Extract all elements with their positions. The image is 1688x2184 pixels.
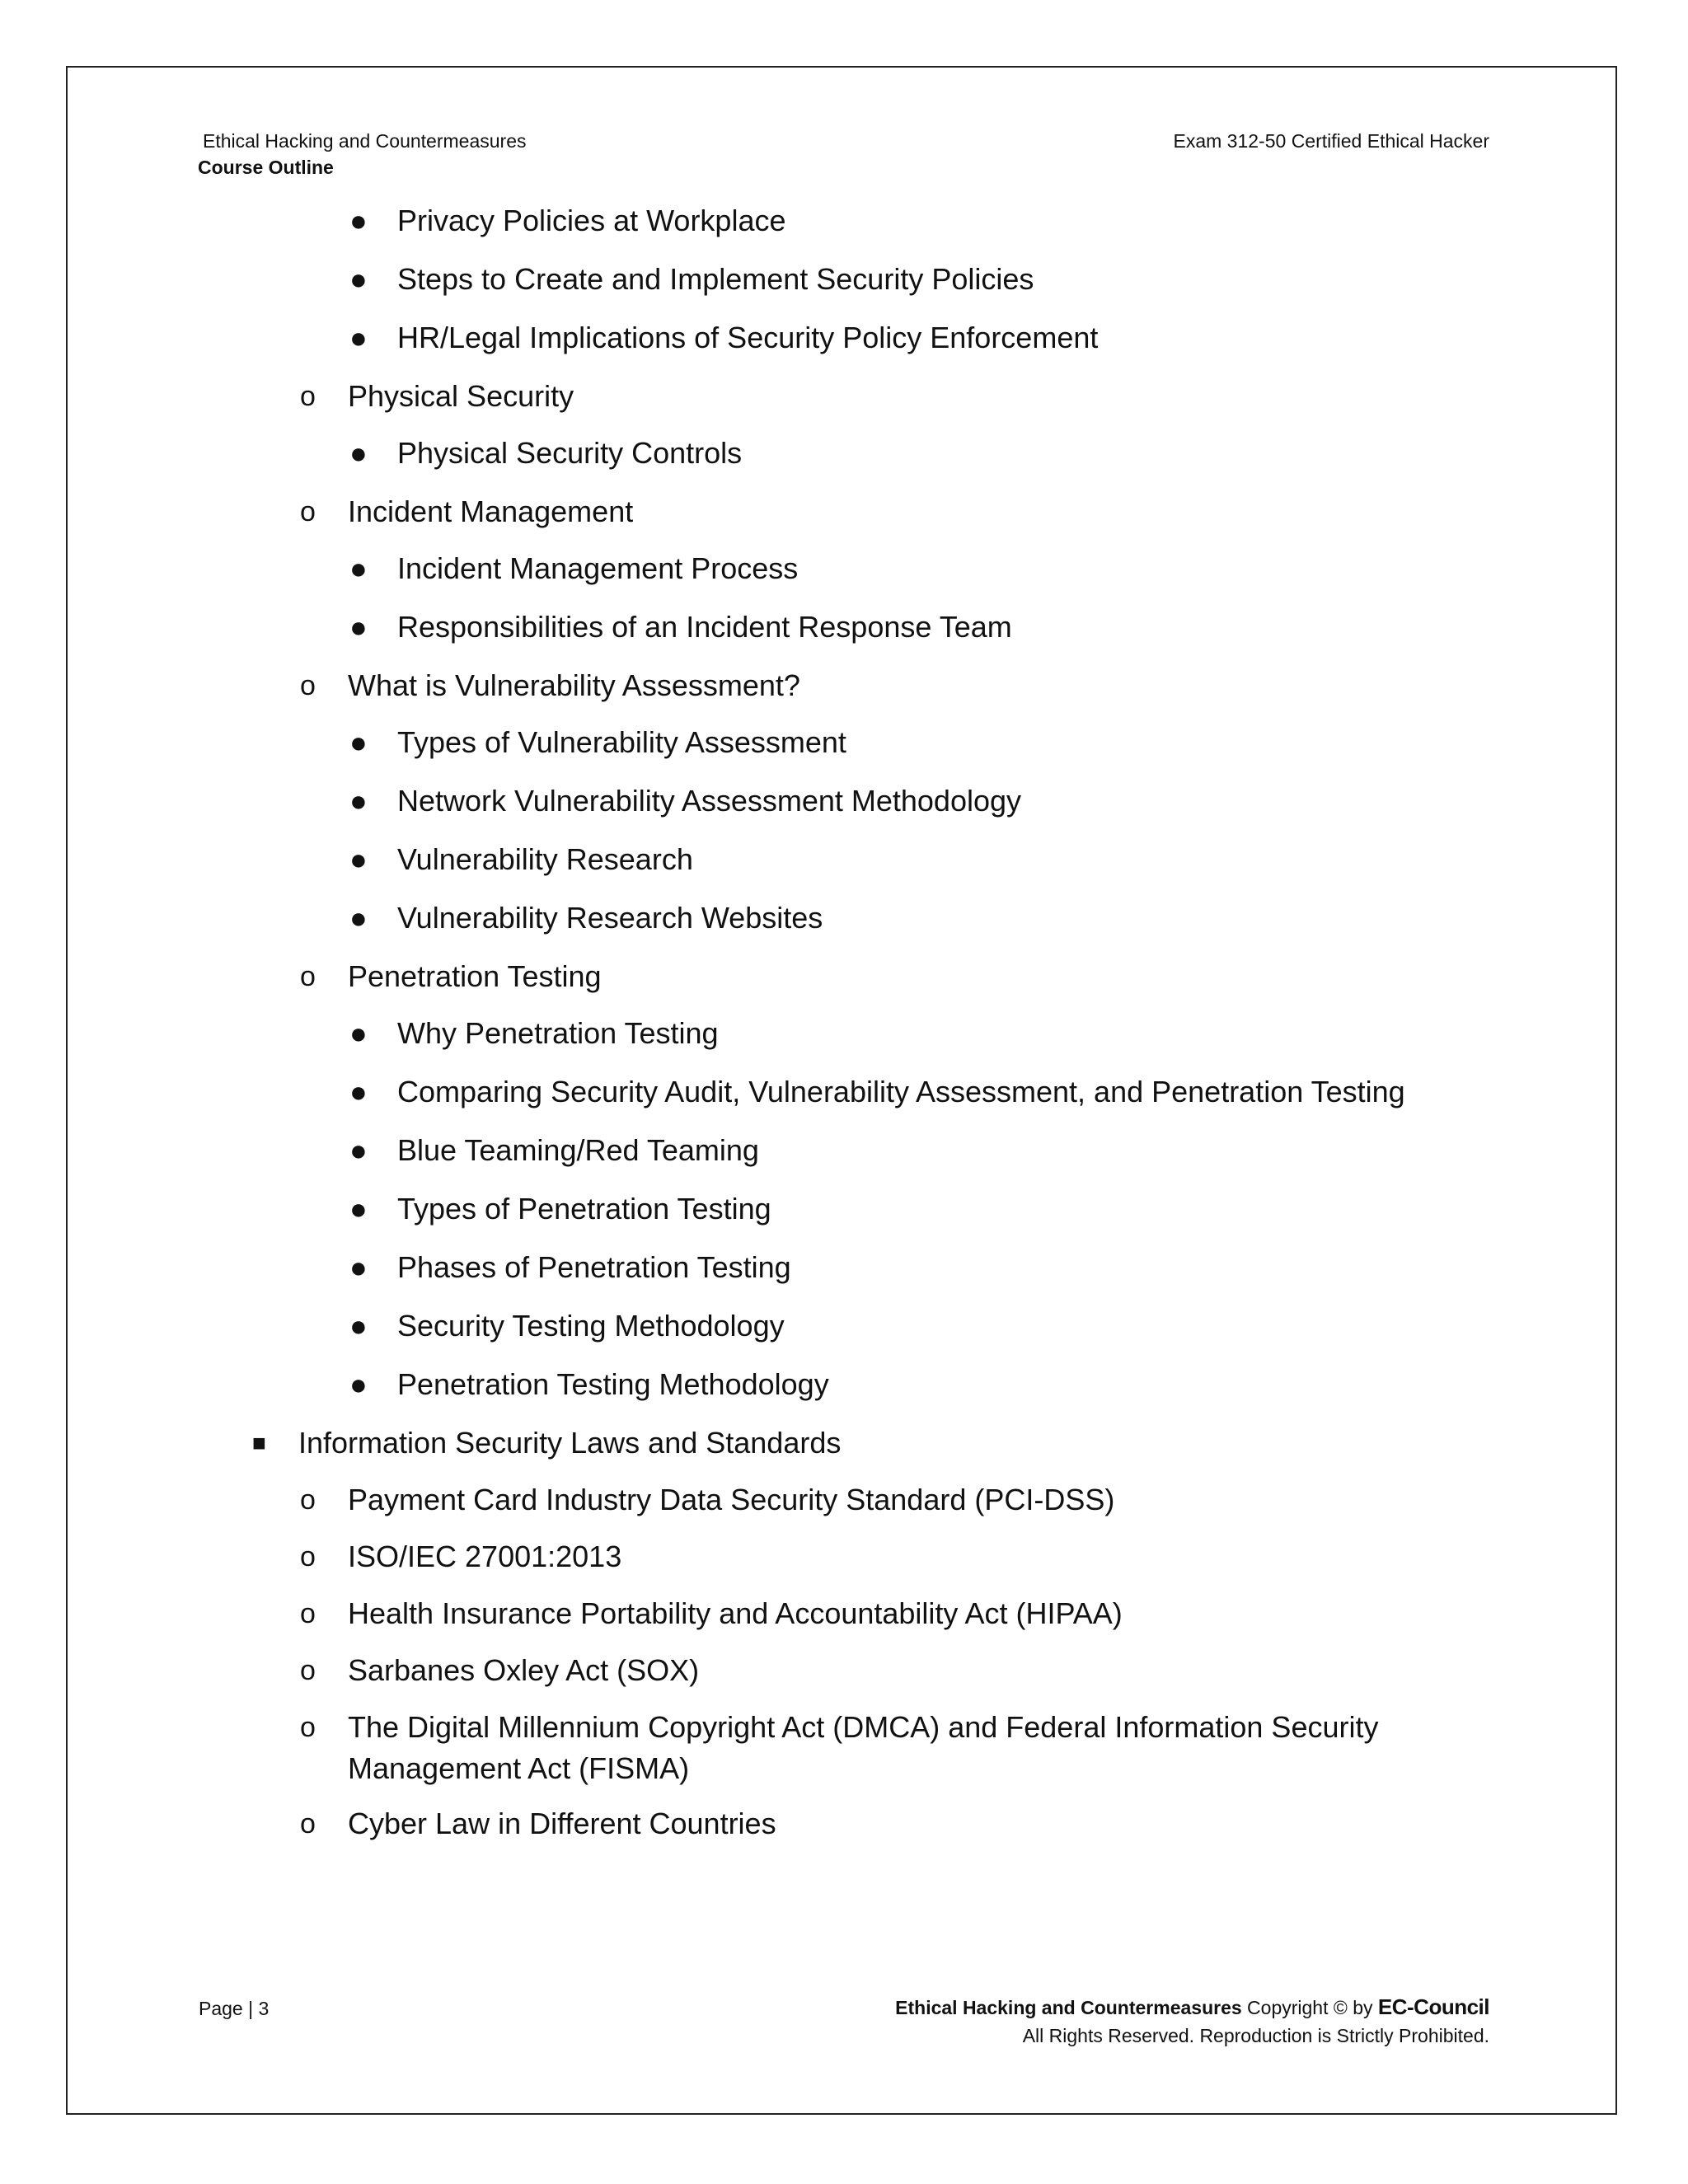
bullet-bullet-icon: ●: [349, 725, 368, 759]
outline-item-text: Phases of Penetration Testing: [397, 1250, 791, 1284]
outline-item-text: Comparing Security Audit, Vulnerability Assessment, and Penetration Testing: [397, 1075, 1405, 1108]
bullet-bullet-icon: ●: [349, 321, 368, 354]
outline-item-text: Vulnerability Research: [397, 842, 693, 876]
outline-item-text: Vulnerability Research Websites: [397, 901, 823, 935]
bullet-bullet-icon: ●: [349, 1250, 368, 1284]
outline-item-text: Blue Teaming/Red Teaming: [397, 1133, 759, 1167]
circle-bullet-icon: o: [300, 1541, 316, 1572]
header-section-title: Course Outline: [198, 157, 334, 178]
square-bullet-icon: ■: [252, 1430, 266, 1455]
outline-item-text: Incident Management: [348, 494, 634, 528]
ec-council-logo-text: EC-Council: [1377, 1994, 1489, 2019]
outline-item-text: Types of Vulnerability Assessment: [397, 725, 846, 759]
outline-item-text: Physical Security Controls: [397, 436, 743, 470]
outline-item-text: The Digital Millennium Copyright Act (DMCA) and Federal Information Security Management Act (FISMA): [348, 1710, 1379, 1785]
outline-item-text: Information Security Laws and Standards: [298, 1426, 842, 1460]
bullet-bullet-icon: ●: [349, 1309, 368, 1343]
bullet-bullet-icon: ●: [349, 610, 368, 644]
outline-item-text: Sarbanes Oxley Act (SOX): [348, 1653, 700, 1687]
outline-item-text: Responsibilities of an Incident Response Team: [397, 610, 1012, 644]
bullet-bullet-icon: ●: [349, 551, 368, 585]
circle-bullet-icon: o: [300, 1655, 316, 1686]
circle-bullet-icon: o: [300, 496, 316, 527]
circle-bullet-icon: o: [300, 381, 316, 412]
bullet-bullet-icon: ●: [349, 1367, 368, 1401]
outline-item-text: Payment Card Industry Data Security Standard (PCI-DSS): [348, 1483, 1115, 1516]
bullet-bullet-icon: ●: [349, 842, 368, 876]
outline-item-text: Penetration Testing: [348, 959, 602, 993]
outline-item-text: Physical Security: [348, 379, 574, 413]
header-exam-title: Exam 312-50 Certified Ethical Hacker: [1173, 130, 1489, 152]
outline-item-text: Penetration Testing Methodology: [397, 1367, 829, 1401]
circle-bullet-icon: o: [300, 1712, 316, 1743]
rights-line: All Rights Reserved. Reproduction is Strictly Prohibited.: [1022, 2025, 1489, 2046]
page-number: Page | 3: [199, 1998, 270, 2019]
outline-item-text: Types of Penetration Testing: [397, 1192, 771, 1226]
copyright-text: Copyright © by: [1241, 1997, 1378, 2018]
circle-bullet-icon: o: [300, 1598, 316, 1629]
bullet-bullet-icon: ●: [349, 1133, 368, 1167]
outline-item-text: What is Vulnerability Assessment?: [348, 668, 800, 702]
outline-item-text: Health Insurance Portability and Accountability Act (HIPAA): [348, 1596, 1123, 1630]
outline-item-text: HR/Legal Implications of Security Policy Enforcement: [397, 321, 1099, 354]
copyright-course-name: Ethical Hacking and Countermeasures: [895, 1997, 1242, 2018]
bullet-bullet-icon: ●: [349, 262, 368, 296]
outline-item-text: Why Penetration Testing: [397, 1016, 719, 1050]
header-course-title: Ethical Hacking and Countermeasures: [203, 130, 527, 152]
footer-copyright: [895, 1993, 1489, 2050]
circle-bullet-icon: o: [300, 961, 316, 992]
outline-item-text: Cyber Law in Different Countries: [348, 1807, 776, 1840]
circle-bullet-icon: o: [300, 670, 316, 701]
bullet-bullet-icon: ●: [349, 784, 368, 818]
circle-bullet-icon: o: [300, 1808, 316, 1840]
circle-bullet-icon: o: [300, 1484, 316, 1516]
bullet-bullet-icon: ●: [349, 204, 368, 237]
outline-item-text: Security Testing Methodology: [397, 1309, 785, 1343]
outline-item-text: Network Vulnerability Assessment Methodology: [397, 784, 1022, 818]
copyright-line: [895, 1993, 1489, 2022]
bullet-bullet-icon: ●: [349, 1075, 368, 1108]
bullet-bullet-icon: ●: [349, 901, 368, 935]
outline-item-text: ISO/IEC 27001:2013: [348, 1540, 622, 1573]
bullet-bullet-icon: ●: [349, 1016, 368, 1050]
bullet-bullet-icon: ●: [349, 1192, 368, 1226]
outline-item-text: Incident Management Process: [397, 551, 799, 585]
outline-item-text: Steps to Create and Implement Security Policies: [397, 262, 1034, 296]
outline-item-text: Privacy Policies at Workplace: [397, 204, 786, 237]
bullet-bullet-icon: ●: [349, 436, 368, 470]
